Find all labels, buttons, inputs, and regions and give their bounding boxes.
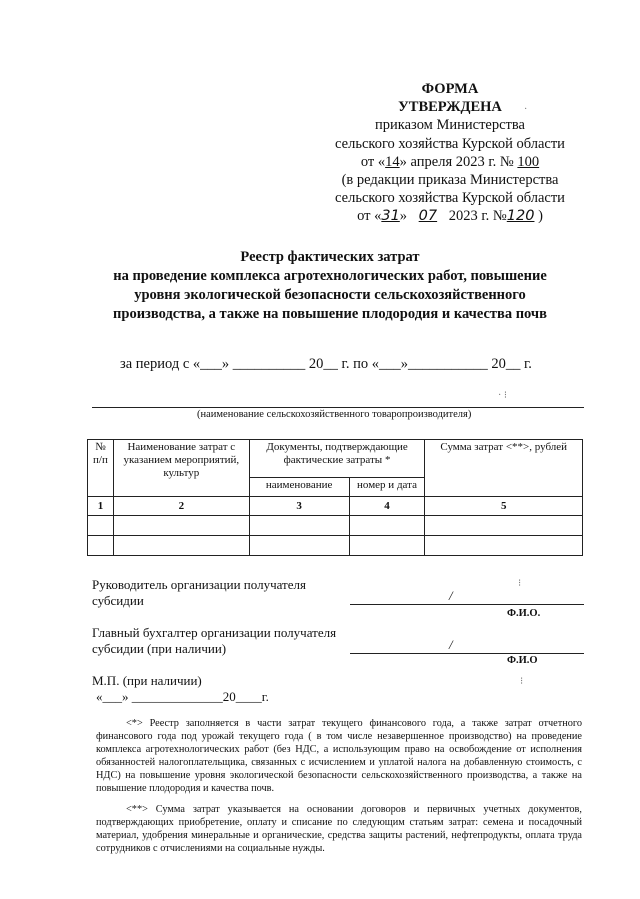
handwritten-number: 120 — [506, 208, 535, 225]
header-number: № п/п — [88, 440, 114, 497]
footnote-2: <**> Сумма затрат указывается на основании договоров и первичных учетных документов, подтверждающих приобретение, оплату и списание по следующим статьям затрат: семена и посадочный материал, удобрения минеральные и органические, средства защиты растений, нефтепродукты, оплата труда сотрудников с отчислениями на социальные нужды. — [96, 804, 582, 854]
document-title — [60, 248, 600, 324]
footnote-1: <*> Реестр заполняется в части затрат текущего финансового года, а также затрат отчетного финансового года под урожай текущего года ( в том числе незавершенное производство) на проведение комплекса агротехнологических работ (без НДС, а использующим право на освобождение от исполнения обязанностей налогоплательщика, связанных с исчислением и уплатой налога на добавленную стоимость, с НДС) на повышение уровня экологической безопасности сельскохозяйственного производства, а также на повышение плодородия и качества почв. — [96, 718, 582, 794]
order-number: 100 — [517, 153, 540, 170]
accountant-signature-label: Главный бухгалтер организации получателя субсидии (при наличии) — [92, 625, 337, 656]
scan-speck: · — [524, 104, 528, 115]
title-line-3: уровня экологической безопасности сельскохозяйственного — [134, 287, 526, 303]
title-line-1: Реестр фактических затрат — [240, 249, 420, 265]
col-number-2: 2 — [113, 497, 249, 516]
header-cost-name: Наименование затрат с указанием мероприятий, культур — [113, 440, 249, 497]
table-row — [88, 516, 583, 536]
approval-line-5: сельского хозяйства Курской области — [335, 190, 565, 207]
title-line-4: производства, а также на повышение плодородия и качества почв — [113, 306, 547, 322]
head-signature-slash: / — [449, 588, 453, 603]
table-row — [88, 536, 583, 556]
handwritten-day: 31 — [381, 208, 400, 225]
order-day: 14 — [385, 153, 400, 170]
approval-line-3: от «14» апреля 2023 г. № 100 — [360, 153, 540, 170]
accountant-signature-line — [350, 653, 584, 654]
col-number-3: 3 — [249, 497, 349, 516]
approval-line-1: приказом Министерства — [375, 117, 525, 134]
head-signature-line — [350, 604, 584, 605]
approved-label: УТВЕРЖДЕНА — [398, 99, 502, 116]
producer-name-line — [92, 407, 584, 408]
header-documents: Документы, подтверждающие фактические затраты * — [249, 440, 425, 478]
head-signature-label: Руководитель организации получателя субсидии — [92, 577, 306, 608]
accountant-fio-caption: Ф.И.О — [507, 655, 538, 666]
handwritten-month: 07 — [418, 208, 438, 225]
approval-line-2: сельского хозяйства Курской области — [335, 135, 565, 152]
signature-date: «___» ______________20____г. — [96, 689, 269, 704]
head-fio-caption: Ф.И.О. — [507, 608, 541, 619]
scan-speck: · ⁝ — [498, 390, 508, 401]
col-number-5: 5 — [425, 497, 583, 516]
title-line-2: на проведение комплекса агротехнологических работ, повышение — [113, 268, 547, 284]
scan-speck: ⁝ — [520, 676, 524, 687]
col-number-1: 1 — [88, 497, 114, 516]
col-number-4: 4 — [349, 497, 425, 516]
period-line: за период с «___» __________ 20__ г. по «___»___________ 20__ г. — [120, 356, 532, 372]
accountant-signature-slash: / — [449, 637, 453, 652]
header-doc-number-date: номер и дата — [349, 478, 425, 497]
approval-line-6: от «31» 07 2023 г. №120 ) — [357, 208, 543, 225]
producer-caption: (наименование сельскохозяйственного товаропроизводителя) — [197, 409, 472, 420]
registry-table — [87, 439, 583, 556]
form-label: ФОРМА — [421, 81, 479, 97]
header-doc-name: наименование — [249, 478, 349, 497]
approval-header — [300, 80, 600, 226]
header-sum: Сумма затрат <**>, рублей — [425, 440, 583, 497]
stamp-place-label: М.П. (при наличии) — [92, 673, 202, 688]
approval-line-4: (в редакции приказа Министерства — [341, 172, 559, 189]
scan-speck: ⁝ — [518, 578, 522, 589]
